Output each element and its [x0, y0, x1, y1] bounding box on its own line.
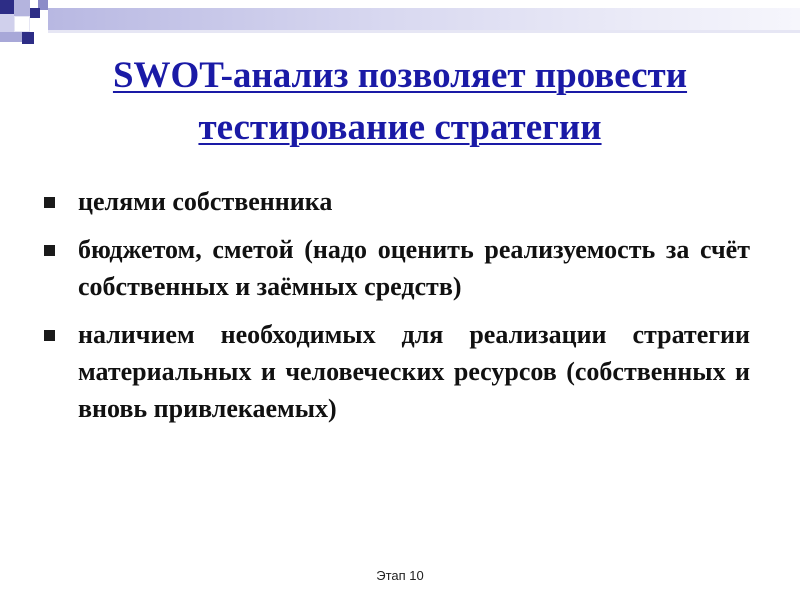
- deco-square: [14, 0, 30, 16]
- deco-square: [30, 8, 40, 18]
- header-bar: [48, 8, 800, 30]
- deco-square: [22, 32, 34, 44]
- deco-square: [0, 14, 14, 32]
- bullet-text: целями собственника: [78, 187, 333, 216]
- deco-square: [14, 16, 30, 32]
- square-bullet-icon: [44, 245, 55, 256]
- deco-square: [0, 32, 22, 42]
- bullet-item: [40, 231, 750, 305]
- corner-decoration: [0, 0, 800, 50]
- slide-title: SWOT-анализ позволяет провести тестирование стратегии: [112, 55, 688, 148]
- bullet-text: бюджетом, сметой (надо оценить реализуемость за счёт собственных и заёмных средств): [78, 235, 750, 301]
- square-bullet-icon: [44, 330, 55, 341]
- square-bullet-icon: [44, 197, 55, 208]
- deco-square: [0, 0, 14, 14]
- bullet-item: [40, 316, 750, 427]
- bullet-item: [40, 183, 750, 220]
- slide-footer: Этап 10: [376, 568, 424, 583]
- bullet-list: [40, 183, 750, 438]
- bullet-text: наличием необходимых для реализации стратегии материальных и человеческих ресурсов (собственных и вновь привлекаемых): [78, 320, 750, 423]
- header-bar-strip: [48, 30, 800, 33]
